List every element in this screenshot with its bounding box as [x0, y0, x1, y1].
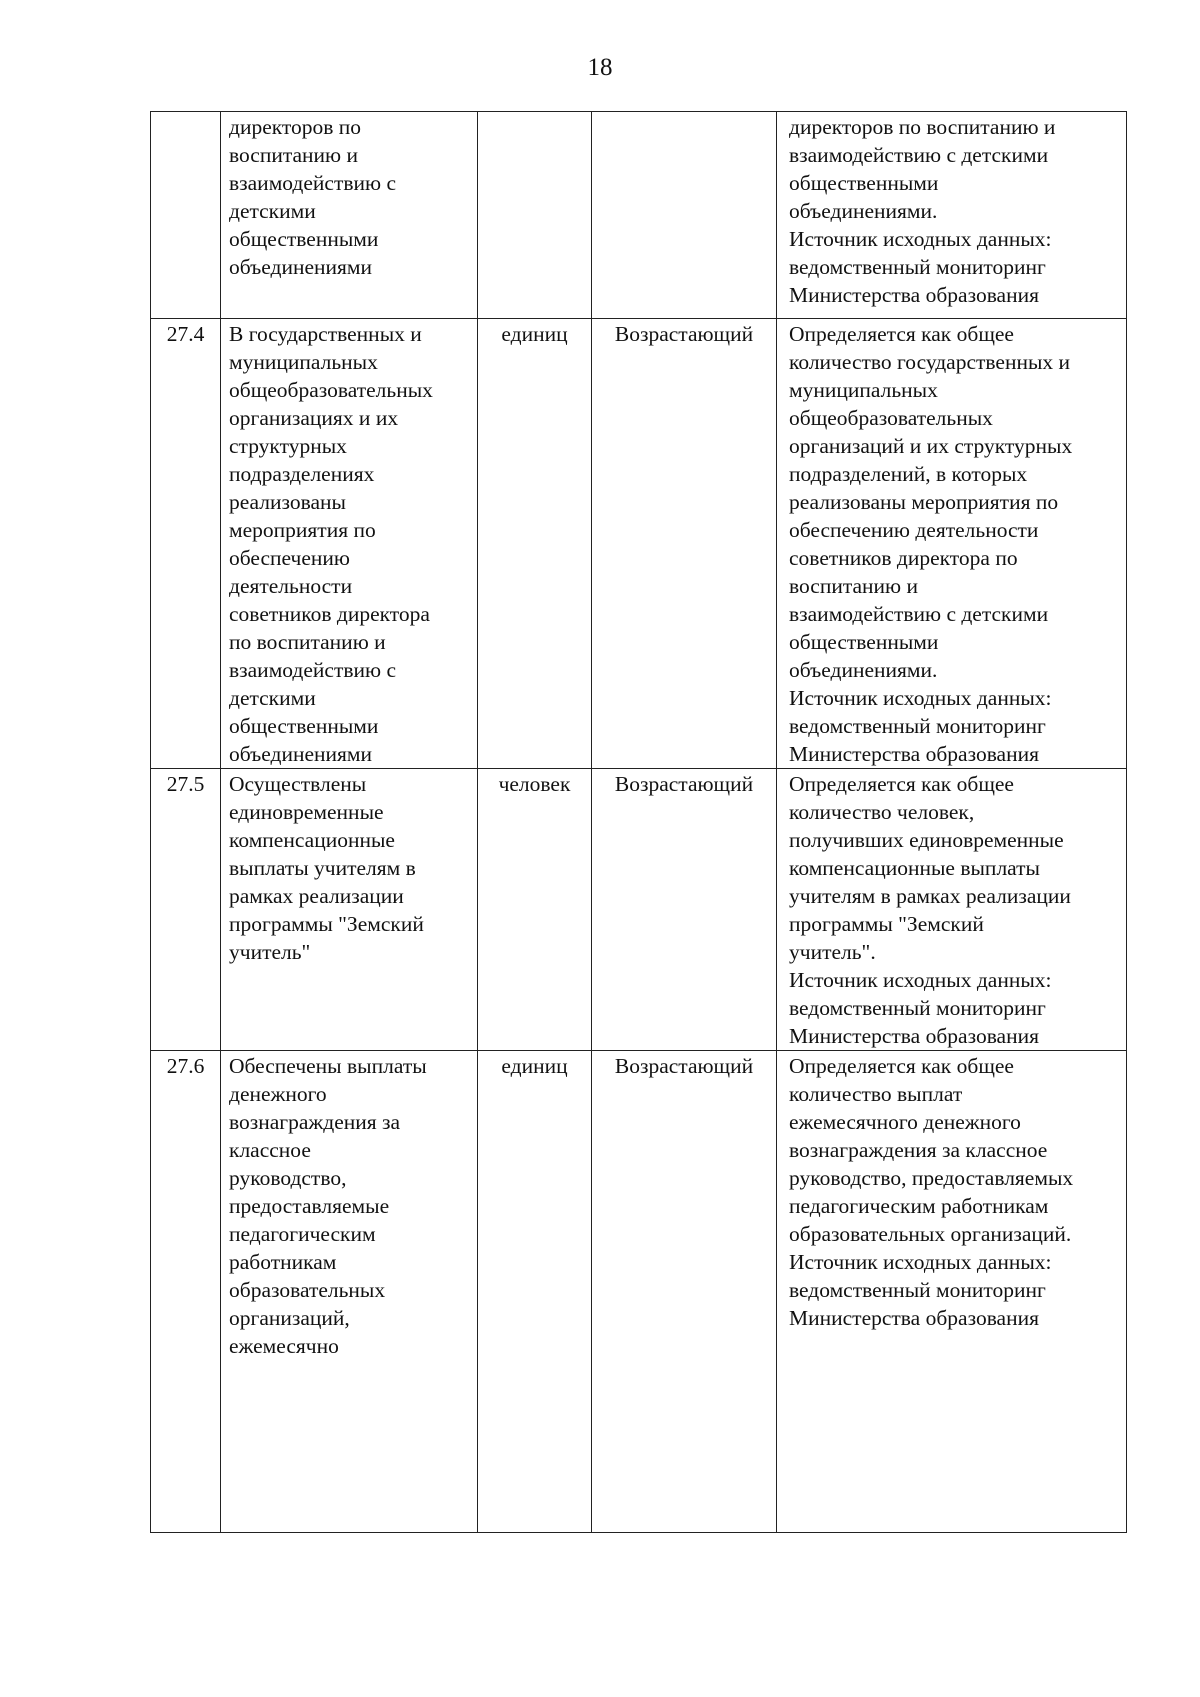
indicator-name: Осуществлены единовременные компенсационные выплаты учителям в рамках реализации программы "Земский учитель" — [221, 769, 478, 1051]
indicator-description: Определяется как общее количество выплат ежемесячного денежного вознаграждения за классное руководство, предоставляемых педагогическим работникам образовательных организаций. Источник исходных данных: ведомственный мониторинг Министерства образования — [777, 1051, 1127, 1533]
unit-of-measure: единиц — [478, 319, 592, 769]
trend-direction: Возрастающий — [592, 1051, 777, 1533]
indicator-name: В государственных и муниципальных общеобразовательных организациях и их структурных подразделениях реализованы мероприятия по обеспечению деятельности советников директора по воспитанию и взаимодействию с детскими общественными объединениями — [221, 319, 478, 769]
indicator-description: директоров по воспитанию и взаимодействию с детскими общественными объединениями. Источник исходных данных: ведомственный мониторинг Министерства образования — [777, 112, 1127, 319]
indicator-name: директоров по воспитанию и взаимодействию с детскими общественными объединениями — [221, 112, 478, 319]
trend-direction — [592, 112, 777, 319]
trend-direction: Возрастающий — [592, 769, 777, 1051]
table-row — [151, 319, 1127, 769]
trend-direction: Возрастающий — [592, 319, 777, 769]
page-number: 18 — [587, 54, 613, 81]
indicators-table — [150, 111, 1127, 1533]
indicator-description: Определяется как общее количество человек, получивших единовременные компенсационные выплаты учителям в рамках реализации программы "Земский учитель". Источник исходных данных: ведомственный мониторинг Министерства образования — [777, 769, 1127, 1051]
row-number — [151, 112, 221, 319]
row-number: 27.4 — [151, 319, 221, 769]
unit-of-measure — [478, 112, 592, 319]
indicator-name: Обеспечены выплаты денежного вознаграждения за классное руководство, предоставляемые педагогическим работникам образовательных организаций, ежемесячно — [221, 1051, 478, 1533]
indicator-description: Определяется как общее количество государственных и муниципальных общеобразовательных организаций и их структурных подразделений, в которых реализованы мероприятия по обеспечению деятельности советников директора по воспитанию и взаимодействию с детскими общественными объединениями. Источник исходных данных: ведомственный мониторинг Министерства образования — [777, 319, 1127, 769]
row-number: 27.6 — [151, 1051, 221, 1533]
table-row — [151, 769, 1127, 1051]
table-row — [151, 112, 1127, 319]
row-number: 27.5 — [151, 769, 221, 1051]
unit-of-measure: человек — [478, 769, 592, 1051]
table-row — [151, 1051, 1127, 1533]
unit-of-measure: единиц — [478, 1051, 592, 1533]
